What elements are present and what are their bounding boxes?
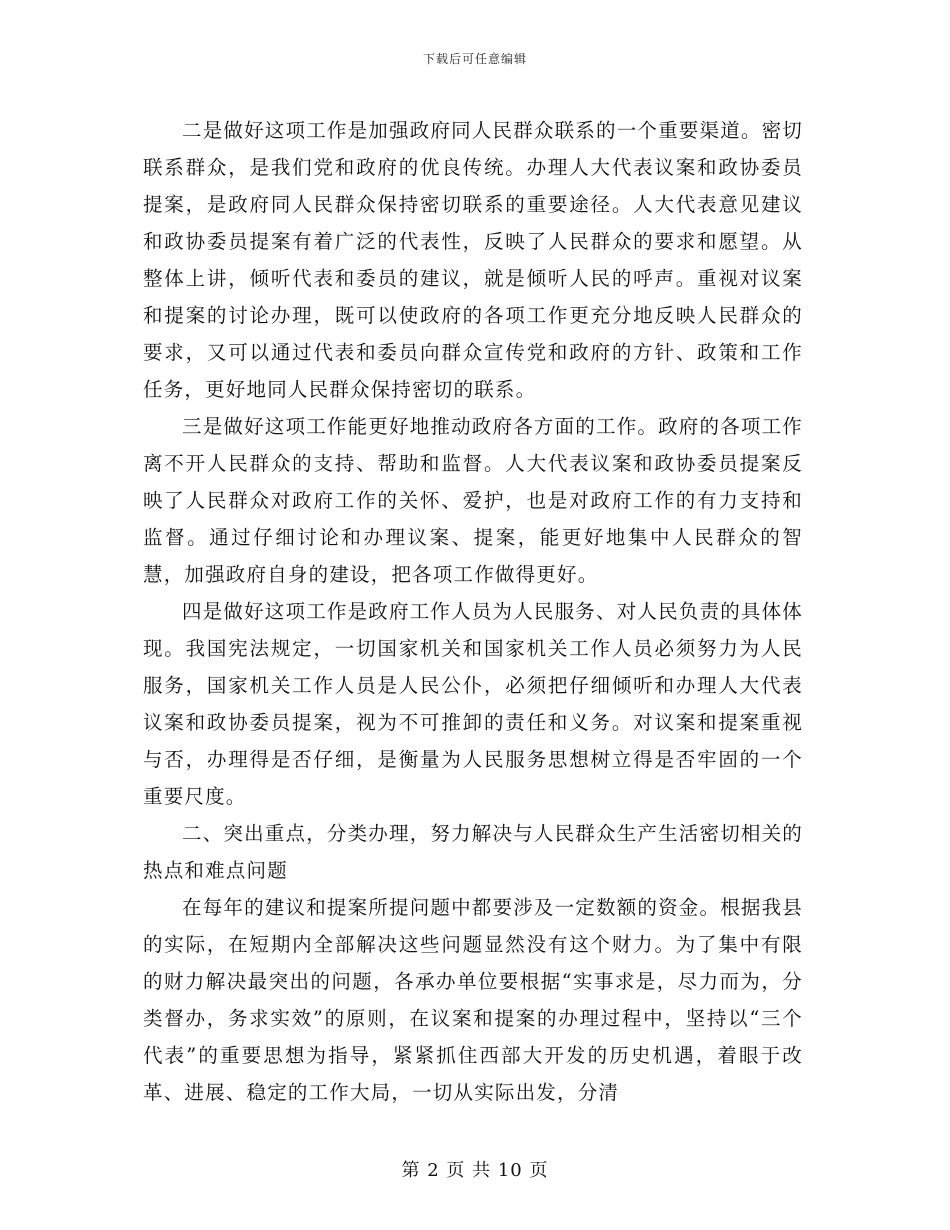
paragraph-second-point: 二是做好这项工作是加强政府同人民群众联系的一个重要渠道。密切联系群众，是我们党和政府的优良传统。办理人大代表议案和政协委员提案，是政府同人民群众保持密切联系的重要途径。人大代表意见建议和政协委员提案有着广泛的代表性，反映了人民群众的要求和愿望。从整体上讲，倾听代表和委员的建议，就是倾听人民的呼声。重视对议案和提案的讨论办理，既可以使政府的各项工作更充分地反映人民群众的要求，又可以通过代表和委员向群众宣传党和政府的方针、政策和工作任务，更好地同人民群众保持密切的联系。 xyxy=(143,119,804,401)
section-heading: 二、突出重点，分类办理，努力解决与人民群众生产生活密切相关的热点和难点问题 xyxy=(143,822,804,882)
document-body xyxy=(143,112,803,1111)
paragraph-funding: 在每年的建议和提案所提问题中都要涉及一定数额的资金。根据我县的实际，在短期内全部解决这些问题显然没有这个财力。为了集中有限的财力解决最突出的问题，各承办单位要根据“实事求是，尽力而为，分类督办，务求实效”的原则，在议案和提案的办理过程中，坚持以“三个代表”的重要思想为指导，紧紧抓住西部大开发的历史机遇，着眼于改革、进展、稳定的工作大局，一切从实际出发，分清 xyxy=(143,896,804,1104)
page-number: 第 2 页 共 10 页 xyxy=(401,1160,549,1181)
paragraph-third-point: 三是做好这项工作能更好地推动政府各方面的工作。政府的各项工作离不开人民群众的支持、帮助和监督。人大代表议案和政协委员提案反映了人民群众对政府工作的关怀、爱护，也是对政府工作的有力支持和监督。通过仔细讨论和办理议案、提案，能更好地集中人民群众的智慧，加强政府自身的建设，把各项工作做得更好。 xyxy=(143,415,804,586)
page-header: 下载后可任意编辑 xyxy=(422,52,527,66)
paragraph-fourth-point: 四是做好这项工作是政府工作人员为人民服务、对人民负责的具体体现。我国宪法规定，一切国家机关和国家机关工作人员必须努力为人民服务，国家机关工作人员是人民公仆，必须把仔细倾听和办理人大代表议案和政协委员提案，视为不可推卸的责任和义务。对议案和提案重视与否，办理得是否仔细，是衡量为人民服务思想树立得是否牢固的一个重要尺度。 xyxy=(143,600,804,808)
